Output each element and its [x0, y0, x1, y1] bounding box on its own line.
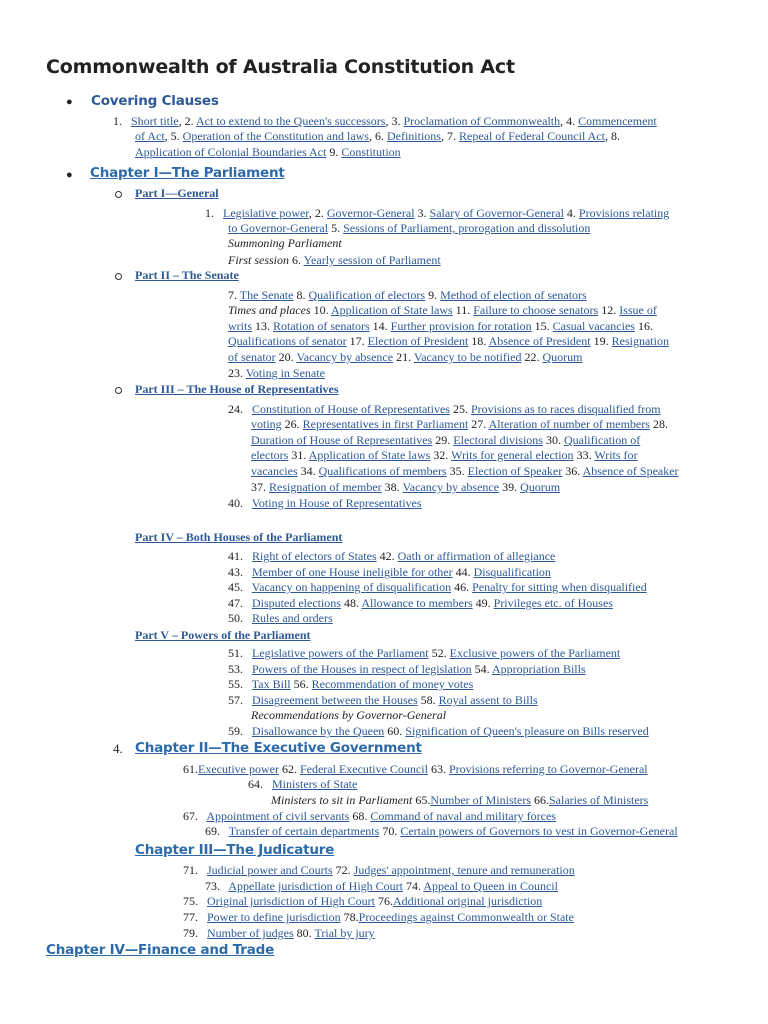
section-number: 7.	[228, 288, 240, 302]
section-number: 34.	[297, 464, 319, 478]
section-link[interactable]: Alteration of number of members	[488, 417, 650, 431]
ch2-line-1	[183, 762, 648, 777]
section-number	[243, 677, 252, 691]
section-link[interactable]: Executive power	[198, 762, 279, 776]
part5-line-5	[251, 708, 446, 723]
section-number: 56.	[290, 677, 312, 691]
section-number	[198, 926, 207, 940]
part3-line-2	[251, 417, 668, 432]
section-number: 44.	[452, 565, 474, 579]
section-number: 58.	[417, 693, 439, 707]
part5-line-6	[228, 724, 649, 739]
part4-line-5	[228, 611, 333, 626]
section-link[interactable]: Repeal of Federal Council Act	[458, 129, 605, 143]
section-number: 32.	[430, 448, 452, 462]
section-number: 53.	[228, 662, 243, 676]
section-number: 20.	[275, 350, 297, 364]
italic-subheading: Times and places	[228, 303, 311, 317]
section-link[interactable]: Election of Speaker	[467, 464, 563, 478]
section-number: 24.	[228, 402, 243, 416]
section-link[interactable]: The Senate	[239, 288, 294, 302]
section-number: 62.	[278, 762, 300, 776]
section-number: 36.	[562, 464, 583, 478]
section-number: 72.	[332, 863, 354, 877]
section-link[interactable]: Constitution	[341, 145, 401, 159]
section-link[interactable]: Writs for	[594, 448, 638, 462]
section-link[interactable]: Powers of the Houses in respect of legislation	[252, 662, 472, 676]
part4-line-2	[228, 565, 551, 580]
section-link[interactable]: Disqualification	[473, 565, 551, 579]
section-link[interactable]: Representatives in first Parliament	[302, 417, 469, 431]
section-number	[263, 777, 272, 791]
section-number: 25.	[449, 402, 471, 416]
section-number: 57.	[228, 693, 243, 707]
section-number: 79.	[183, 926, 198, 940]
part2-line-5	[228, 350, 583, 365]
section-number: 42.	[376, 549, 398, 563]
section-number: 14.	[369, 319, 391, 333]
ch2-line-4	[183, 809, 556, 824]
heading-part-3[interactable]: Part III – The House of Representatives	[135, 382, 339, 396]
section-link[interactable]: Penalty for sitting when disqualified	[472, 580, 647, 594]
section-number: 46.	[451, 580, 473, 594]
italic-subheading: Recommendations by Governor-General	[251, 708, 447, 722]
section-link[interactable]: Proclamation of Commonwealth	[403, 114, 561, 128]
section-number: 77.	[183, 910, 198, 924]
circle-bullet	[115, 191, 122, 198]
section-link[interactable]: Casual vacancies	[552, 319, 635, 333]
part5-line-1	[228, 646, 620, 661]
heading-part-5[interactable]: Part V – Powers of the Parliament	[135, 628, 311, 642]
section-number: 18.	[468, 334, 489, 348]
section-link[interactable]: Privileges etc. of Houses	[493, 596, 613, 610]
section-link[interactable]: Absence of President	[488, 334, 591, 348]
section-link[interactable]: Recommendation of money votes	[311, 677, 474, 691]
section-number: , 6.	[368, 129, 387, 143]
section-link[interactable]: Resignation of member	[269, 480, 382, 494]
section-link[interactable]: Right of electors of States	[252, 549, 377, 563]
section-number: 43.	[228, 565, 243, 579]
section-number	[243, 662, 252, 676]
section-number	[243, 565, 252, 579]
section-link[interactable]: Proceedings against Commonwealth or State	[358, 910, 574, 924]
heading-chapter-1[interactable]: Chapter I—The Parliament	[90, 165, 285, 181]
section-number: 66.	[531, 793, 549, 807]
part2-line-3	[228, 319, 653, 334]
section-number: , 2.	[178, 114, 197, 128]
section-number: 76.	[374, 894, 393, 908]
section-number: 13.	[252, 319, 273, 333]
section-number	[243, 646, 252, 660]
section-number: 40.	[228, 496, 243, 510]
section-number: 8.	[293, 288, 309, 302]
section-number: 5.	[328, 221, 344, 235]
part3-line-3	[251, 433, 640, 448]
section-link[interactable]: Federal Executive Council	[299, 762, 428, 776]
section-link[interactable]: Qualification of	[563, 433, 641, 447]
section-number: 17.	[346, 334, 368, 348]
section-link[interactable]: Resignation	[611, 334, 669, 348]
part4-line-1	[228, 549, 555, 564]
ch3-line-5	[183, 926, 375, 941]
part1-line-2	[228, 221, 590, 236]
section-link[interactable]: Disagreement between the Houses	[252, 693, 418, 707]
section-link[interactable]: Further provision for rotation	[390, 319, 532, 333]
section-link[interactable]: Qualification of electors	[308, 288, 426, 302]
section-link[interactable]: Legislative powers of the Parliament	[252, 646, 429, 660]
section-link[interactable]: Election of President	[367, 334, 469, 348]
section-link[interactable]: writs	[228, 319, 252, 333]
italic-subheading: Ministers to sit in Parliament	[271, 793, 413, 807]
section-link[interactable]: Voting in Senate	[245, 366, 325, 380]
section-number: , 7.	[440, 129, 459, 143]
italic-subheading: First session	[228, 253, 290, 267]
section-number: 68.	[349, 809, 371, 823]
section-link[interactable]: Commencement	[578, 114, 657, 128]
heading-part-4[interactable]: Part IV – Both Houses of the Parliament	[135, 530, 343, 544]
part4-line-4	[228, 596, 613, 611]
section-link[interactable]: Original jurisdiction of High Court	[207, 894, 375, 908]
section-link[interactable]: Provisions referring to Governor-General	[448, 762, 648, 776]
section-link[interactable]: voting	[251, 417, 282, 431]
ch3-line-1	[183, 863, 575, 878]
circle-bullet	[115, 387, 122, 394]
section-link[interactable]: Transfer of certain departments	[228, 824, 380, 838]
part2-line-4	[228, 334, 669, 349]
section-number: 26.	[281, 417, 303, 431]
section-number: 4.	[563, 206, 579, 220]
section-number	[243, 402, 252, 416]
section-number	[243, 580, 252, 594]
heading-part-2[interactable]: Part II – The Senate	[135, 268, 239, 282]
section-link[interactable]: Disallowance by the Queen	[252, 724, 385, 738]
part2-line-1	[228, 288, 587, 303]
section-number	[243, 611, 252, 625]
section-link[interactable]: Disputed elections	[252, 596, 341, 610]
section-link[interactable]: Issue of	[619, 303, 657, 317]
section-link[interactable]: Short title	[131, 114, 179, 128]
section-link[interactable]: Vacancy on happening of disqualification	[251, 580, 452, 594]
section-link[interactable]: electors	[251, 448, 289, 462]
section-number: 51.	[228, 646, 243, 660]
ch3-line-3	[183, 894, 542, 909]
part1-line-1	[205, 206, 669, 221]
italic-subheading: Summoning Parliament	[228, 236, 342, 250]
section-number: 63.	[427, 762, 449, 776]
document-title: Commonwealth of Australia Constitution Act	[46, 56, 515, 78]
section-number: 3.	[414, 206, 430, 220]
section-link[interactable]: Vacancy by absence	[296, 350, 394, 364]
section-number: 30.	[542, 433, 564, 447]
part3-line-1	[228, 402, 661, 417]
section-link[interactable]: to Governor-General	[228, 221, 329, 235]
part2-line-6	[228, 366, 325, 381]
part3-line-4	[251, 448, 638, 463]
section-number: 75.	[183, 894, 198, 908]
section-link[interactable]: Judges' appointment, tenure and remuneration	[353, 863, 575, 877]
section-link[interactable]: Vacancy to be notified	[413, 350, 522, 364]
section-number: , 8.	[604, 129, 623, 143]
covering-line-3	[135, 145, 401, 160]
heading-part-1[interactable]: Part I—General	[135, 186, 219, 200]
heading-covering-clauses[interactable]: Covering Clauses	[91, 93, 219, 109]
section-link[interactable]: Provisions relating	[578, 206, 670, 220]
section-link[interactable]: Application of State laws	[331, 303, 453, 317]
section-number: 9.	[326, 145, 342, 159]
section-number: 15.	[531, 319, 553, 333]
section-link[interactable]: vacancies	[251, 464, 298, 478]
section-link[interactable]: Legislative power	[223, 206, 309, 220]
section-link[interactable]: Oath or affirmation of allegiance	[397, 549, 556, 563]
section-number: 28.	[649, 417, 668, 431]
section-link[interactable]: Certain powers of Governors to vest in Governor-General	[400, 824, 678, 838]
heading-chapter-4[interactable]: Chapter IV—Finance and Trade	[46, 942, 275, 958]
section-link[interactable]: Constitution of House of Representatives	[252, 402, 450, 416]
section-link[interactable]: Method of election of senators	[440, 288, 587, 302]
section-link[interactable]: Rules and orders	[252, 611, 333, 625]
section-number: 37.	[251, 480, 269, 494]
section-link[interactable]: Appointment of civil servants	[206, 809, 350, 823]
section-number: 27.	[468, 417, 489, 431]
section-number	[243, 496, 252, 510]
section-link[interactable]: Signification of Queen's pleasure on Bills reserved	[405, 724, 649, 738]
section-link[interactable]: Royal assent to Bills	[438, 693, 538, 707]
section-number: 1.	[113, 114, 122, 128]
section-number: 65.	[412, 793, 431, 807]
section-link[interactable]: Trial by jury	[314, 926, 375, 940]
section-link[interactable]: Writs for general election	[451, 448, 574, 462]
section-link[interactable]: Provisions as to races disqualified from	[470, 402, 661, 416]
section-link[interactable]: Tax Bill	[251, 677, 291, 691]
section-number: 78.	[340, 910, 359, 924]
section-link[interactable]: Operation of the Constitution and laws	[182, 129, 369, 143]
chapter-2-number: 4.	[113, 741, 123, 756]
section-number: , 5.	[164, 129, 183, 143]
section-number: 61.	[183, 762, 198, 776]
section-number: 59.	[228, 724, 243, 738]
section-number: 50.	[228, 611, 243, 625]
section-number: 52.	[428, 646, 450, 660]
section-link[interactable]: Power to define jurisdiction	[207, 910, 341, 924]
ch2-line-3	[271, 793, 648, 808]
section-link[interactable]: Appellate jurisdiction of High Court	[228, 879, 403, 893]
ch2-line-2	[248, 777, 357, 792]
part1-line-4	[228, 253, 441, 268]
section-number: 54.	[471, 662, 492, 676]
circle-bullet	[115, 273, 122, 280]
part5-line-3	[228, 677, 473, 692]
section-link[interactable]: Salaries of Ministers	[549, 793, 649, 807]
section-number: 55.	[228, 677, 243, 691]
section-number: 39.	[499, 480, 521, 494]
section-number: , 4.	[560, 114, 579, 128]
section-number	[214, 206, 223, 220]
section-link[interactable]: Absence of Speaker	[582, 464, 679, 478]
section-link[interactable]: Governor-General	[326, 206, 415, 220]
section-number	[243, 724, 252, 738]
section-number: 47.	[228, 596, 243, 610]
section-number: 29.	[432, 433, 454, 447]
section-number: 21.	[393, 350, 414, 364]
section-number	[198, 910, 207, 924]
part1-line-3	[228, 236, 342, 251]
section-number: 70.	[379, 824, 401, 838]
ch3-line-2	[205, 879, 558, 894]
section-link[interactable]: Application of Colonial Boundaries Act	[135, 145, 327, 159]
section-link[interactable]: Appeal to Queen in Council	[423, 879, 558, 893]
section-link[interactable]: of Act	[135, 129, 165, 143]
section-link[interactable]: Qualifications of members	[318, 464, 447, 478]
section-link[interactable]: Number of Ministers	[430, 793, 531, 807]
section-number: 60.	[384, 724, 406, 738]
heading-chapter-2[interactable]: Chapter II—The Executive Government	[135, 740, 422, 756]
section-number	[243, 596, 252, 610]
part2-line-2	[228, 303, 657, 318]
section-link[interactable]: Voting in House of Representatives	[251, 496, 422, 510]
section-link[interactable]: Member of one House ineligible for other	[252, 565, 453, 579]
section-number	[122, 114, 131, 128]
section-link[interactable]: Vacancy by absence	[402, 480, 500, 494]
section-link[interactable]: Electoral divisions	[453, 433, 543, 447]
section-number: 22.	[521, 350, 543, 364]
section-number: 35.	[446, 464, 468, 478]
section-link[interactable]: Command of naval and military forces	[370, 809, 556, 823]
section-number: 38.	[381, 480, 403, 494]
section-number: , 3.	[385, 114, 404, 128]
part3-line-6	[251, 480, 560, 495]
section-number: 49.	[472, 596, 494, 610]
section-number: 74.	[402, 879, 424, 893]
covering-line-1	[113, 114, 657, 129]
part3-line-7	[228, 496, 422, 511]
section-link[interactable]: Appropriation Bills	[491, 662, 586, 676]
section-link[interactable]: Failure to choose senators	[473, 303, 599, 317]
section-number: 19.	[590, 334, 612, 348]
section-link[interactable]: Sessions of Parliament, prorogation and dissolution	[343, 221, 591, 235]
section-number	[198, 863, 207, 877]
part3-line-5	[251, 464, 679, 479]
section-number: 41.	[228, 549, 243, 563]
ch3-line-4	[183, 910, 574, 925]
section-number: 6.	[289, 253, 304, 267]
section-number: 9.	[425, 288, 441, 302]
bullet: ●	[66, 169, 73, 181]
section-link[interactable]: Exclusive powers of the Parliament	[449, 646, 621, 660]
section-link[interactable]: Application of State laws	[308, 448, 431, 462]
bullet: ●	[66, 96, 73, 108]
section-number: 12.	[598, 303, 620, 317]
section-number: 71.	[183, 863, 198, 877]
section-link[interactable]: Allowance to members	[361, 596, 473, 610]
section-number: 64.	[248, 777, 263, 791]
section-link[interactable]: Ministers of State	[272, 777, 358, 791]
section-link[interactable]: Act to extend to the Queen's successors	[196, 114, 386, 128]
section-link[interactable]: Number of judges	[207, 926, 294, 940]
section-number	[243, 549, 252, 563]
section-link[interactable]: Salary of Governor-General	[429, 206, 564, 220]
heading-chapter-3[interactable]: Chapter III—The Judicature	[135, 842, 335, 858]
section-number	[198, 894, 207, 908]
section-link[interactable]: Qualifications of senator	[228, 334, 347, 348]
section-link[interactable]: Judicial power and Courts	[207, 863, 333, 877]
section-number	[220, 824, 229, 838]
section-number: 23.	[228, 366, 246, 380]
section-link[interactable]: of senator	[228, 350, 276, 364]
part5-line-2	[228, 662, 586, 677]
section-number: 48.	[340, 596, 362, 610]
section-number: 31.	[288, 448, 309, 462]
section-number: 73.	[205, 879, 220, 893]
section-number: 45.	[228, 580, 243, 594]
section-number: 10.	[310, 303, 332, 317]
part4-line-3	[228, 580, 647, 595]
section-link[interactable]: Yearly session of Parliament	[303, 253, 441, 267]
section-number: 69.	[205, 824, 220, 838]
section-number: 67.	[183, 809, 198, 823]
section-link[interactable]: Definitions	[386, 129, 441, 143]
section-number	[243, 693, 252, 707]
section-number: , 2.	[308, 206, 327, 220]
section-link[interactable]: Additional original jurisdiction	[392, 894, 543, 908]
section-number: 80.	[293, 926, 315, 940]
ch2-line-5	[205, 824, 678, 839]
section-number: 33.	[573, 448, 595, 462]
section-link[interactable]: Quorum	[520, 480, 561, 494]
section-link[interactable]: Duration of House of Representatives	[251, 433, 433, 447]
section-number: 1.	[205, 206, 214, 220]
section-link[interactable]: Rotation of senators	[273, 319, 370, 333]
section-link[interactable]: Quorum	[542, 350, 583, 364]
part5-line-4	[228, 693, 538, 708]
covering-line-2	[135, 129, 623, 144]
section-number: 11.	[452, 303, 474, 317]
section-number: 16.	[634, 319, 653, 333]
